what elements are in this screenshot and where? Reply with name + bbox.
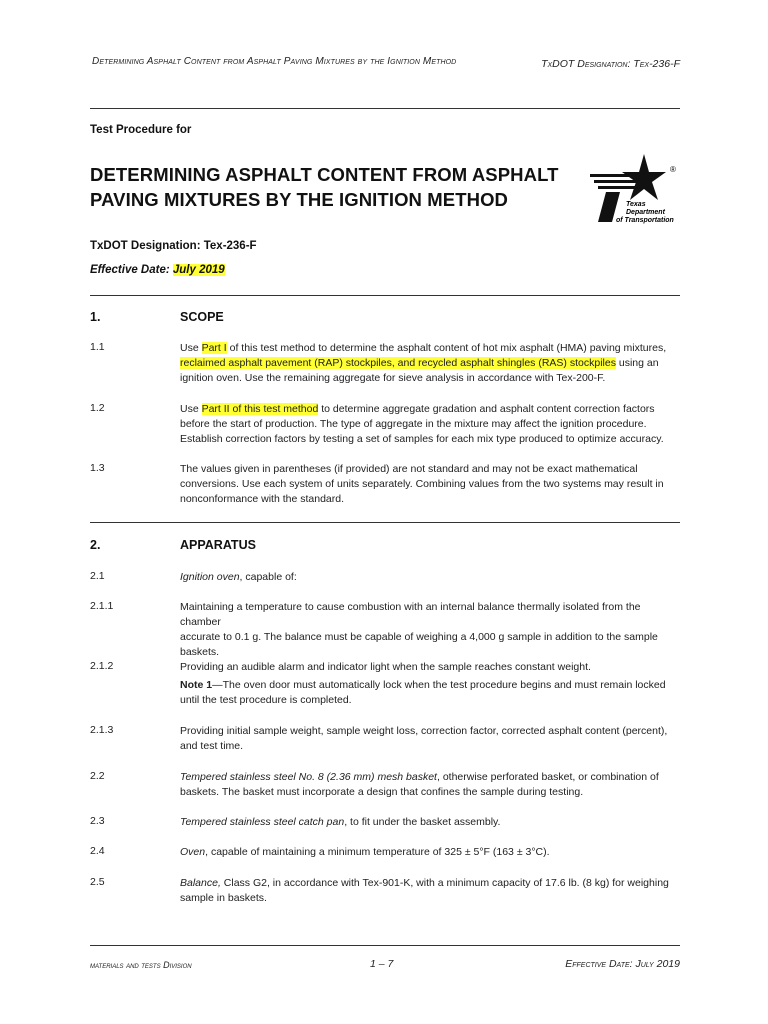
section-number-apparatus: 2.	[90, 538, 101, 552]
item-text-2-1-2: Providing an audible alarm and indicator light when the sample reaches constant weight. Note 1—The oven door must automatically lock when the test procedure begins and must remain locked until the test procedure is completed.	[180, 661, 666, 706]
item-number: 2.1.2	[90, 660, 114, 672]
item-text-2-4: Oven, capable of maintaining a minimum temperature of 325 ± 5°F (163 ± 3°C).	[180, 846, 550, 858]
section-title-scope: SCOPE	[180, 310, 224, 324]
title-line-2: PAVING MIXTURES BY THE IGNITION METHOD	[90, 189, 509, 210]
txdot-star-icon	[586, 152, 682, 228]
running-header-designation: TxDOT Designation: Tex-236-F	[541, 58, 680, 70]
title-divider	[90, 295, 680, 296]
item-text-2-5: Balance, Class G2, in accordance with Tex-901-K, with a minimum capacity of 17.6 lb. (8 kg) for weighing sample in baskets.	[180, 877, 669, 904]
running-header-title: Determining Asphalt Content from Asphalt Paving Mixtures by the Ignition Method	[92, 56, 457, 67]
item-number: 2.1.1	[90, 600, 114, 612]
item-text-1-2: Use Part II of this test method to determine aggregate gradation and asphalt content correction factors before the start of production. The type of aggregate in the mixture may affect the ignition procedure. Establish correction factors by testing a set of samples for each mix type produced to optimize accuracy.	[180, 403, 664, 445]
item-number: 2.1.3	[90, 724, 114, 736]
item-text-2-1-3: Providing initial sample weight, sample weight loss, correction factor, corrected asphalt content (percent), and test time.	[180, 725, 668, 752]
item-number: 2.1	[90, 570, 105, 582]
item-number: 1.3	[90, 462, 105, 474]
item-number: 1.1	[90, 341, 105, 353]
footer-page-number: 1 – 7	[370, 958, 394, 970]
effective-date-value: July 2019	[172, 264, 225, 276]
document-title	[90, 162, 570, 212]
highlight-part-i: Part I	[201, 342, 227, 354]
item-number: 1.2	[90, 402, 105, 414]
footer-division: materials and tests Division	[90, 960, 192, 970]
effective-date-label: Effective Date:	[90, 264, 173, 276]
highlight-part-ii: Part II of this test method	[201, 403, 319, 415]
item-text-2-1: Ignition oven, capable of:	[180, 571, 297, 583]
txdot-logo	[586, 152, 682, 228]
footer-effective-date: Effective Date: July 2019	[565, 958, 680, 970]
header-divider	[90, 108, 680, 109]
item-number: 2.3	[90, 815, 105, 827]
procedure-label: Test Procedure for	[90, 124, 192, 136]
item-text-2-1-1: Maintaining a temperature to cause combustion with an internal balance thermally isolated from the chamber accurate to 0.1 g. The balance must be capable of weighing a 4,000 g sample in addition to the sample baskets.	[180, 601, 658, 658]
section-title-apparatus: APPARATUS	[180, 538, 256, 552]
registered-mark: ®	[670, 165, 676, 174]
section-number-scope: 1.	[90, 310, 101, 324]
designation: TxDOT Designation: Tex-236-F	[90, 240, 257, 252]
title-line-1: DETERMINING ASPHALT CONTENT FROM ASPHALT	[90, 164, 559, 185]
item-number: 2.5	[90, 876, 105, 888]
item-text-1-3: The values given in parentheses (if provided) are not standard and may not be exact mathematical conversions. Use each system of units separately. Combining values from the two systems may result in nonconformance with the standard.	[180, 463, 664, 505]
item-number: 2.4	[90, 845, 105, 857]
effective-date	[90, 264, 225, 276]
section-divider	[90, 522, 680, 523]
item-number: 2.2	[90, 770, 105, 782]
logo-text-department: Department	[626, 209, 665, 216]
footer-divider	[90, 945, 680, 946]
logo-text-texas: Texas	[626, 201, 646, 208]
item-text-2-3: Tempered stainless steel catch pan, to fit under the basket assembly.	[180, 816, 501, 828]
logo-text-transportation: of Transportation	[616, 217, 674, 224]
item-text-1-1: Use Part I of this test method to determine the asphalt content of hot mix asphalt (HMA) paving mixtures, reclaimed asphalt pavement (RAP) stockpiles, and recycled asphalt shingles (RAS) stockpiles using an ignition oven. Use the remaining aggregate for sieve analysis in accordance with Tex-200-F.	[180, 342, 667, 384]
highlight-rap-ras: reclaimed asphalt pavement (RAP) stockpiles, and recycled asphalt shingles (RAS) stockpiles	[180, 357, 616, 369]
note-label: Note 1	[180, 679, 213, 691]
item-text-2-2: Tempered stainless steel No. 8 (2.36 mm) mesh basket, otherwise perforated basket, or combination of baskets. The basket must incorporate a design that confines the sample during testing.	[180, 771, 659, 798]
